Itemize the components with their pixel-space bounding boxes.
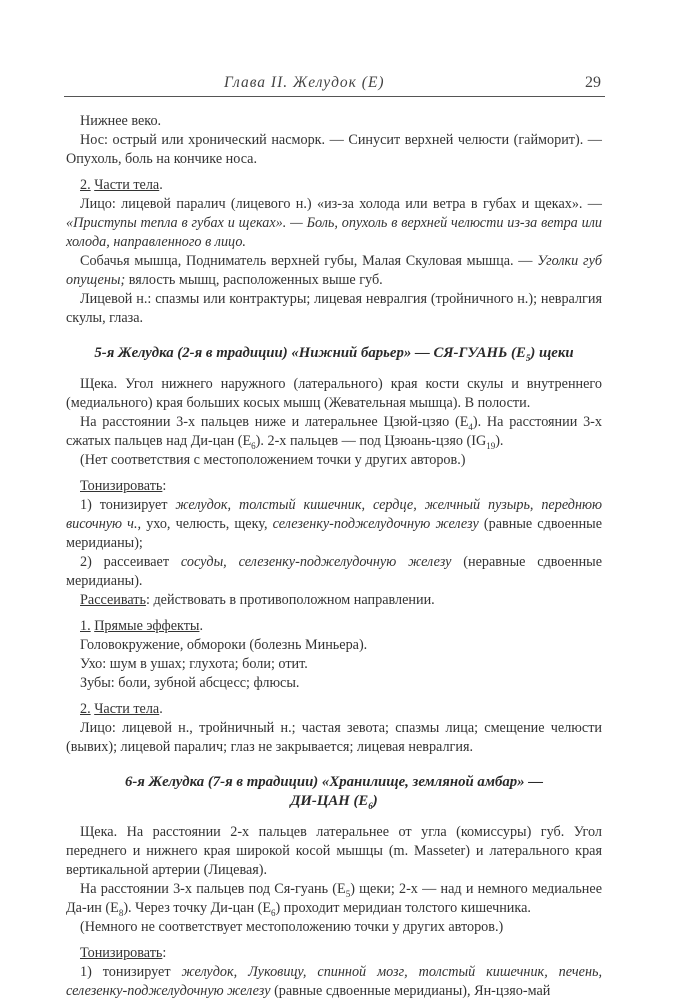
text-span: ). 2-х пальцев — под Цзюань-цзяо (IG [255, 433, 487, 449]
paragraph-eyelid: Нижнее веко. [80, 113, 162, 129]
heading-text: ) щеки [530, 345, 574, 361]
subscript: 8 [118, 907, 124, 918]
page-content [66, 112, 602, 1001]
heading-line: 6-я Желудка (7-я в традиции) «Хранилище, земляной амбар» — [124, 774, 544, 790]
subheading-label: Прямые эффекты [94, 618, 200, 634]
heading-subscript: 5 [525, 352, 531, 363]
text-span: 2) рассеивает [80, 554, 181, 570]
italic-span: желудок, толстый кишечник, сердце, желчный пузырь, переднюю височную ч., [66, 497, 602, 532]
paragraph-distance [66, 413, 602, 451]
text-span: (неравные сдвоенные меридианы). [66, 554, 602, 589]
text-span: ). [495, 433, 504, 449]
subheading-number: 2. [80, 701, 91, 717]
subheading-number: 1. [80, 618, 91, 634]
subheading-tonify: Тонизировать: [80, 945, 167, 961]
italic-span: селезенку-поджелудочную железу [272, 516, 479, 532]
text-span: (равные сдвоенные меридианы); [66, 516, 602, 551]
text-span: Лицо: лицевой паралич (лицевого н.) «из-за холода или ветра в губах и щеках». — [80, 196, 602, 212]
text-span: вялость мышц, расположенных выше губ. [125, 272, 383, 288]
paragraph-tonify-1 [66, 496, 602, 553]
heading-text: ДИ-ЦАН (E [290, 793, 369, 809]
subheading-body-parts: 2. Части тела. [80, 701, 163, 717]
text-span: Собачья мышца, Подниматель верхней губы, Малая Скуловая мышца. — [80, 253, 538, 269]
text-span: ). Через точку Ди-цан (E [123, 900, 272, 916]
chapter-title: Глава II. Желудок (E) [224, 74, 385, 91]
subheading-direct-effects: 1. Прямые эффекты. [80, 618, 203, 634]
page-number: 29 [585, 74, 601, 91]
heading-text: 5-я Желудка (2-я в традиции) «Нижний барьер» — СЯ-ГУАНЬ (E [94, 345, 526, 361]
paragraph-nose: Нос: острый или хронический насморк. — Синусит верхней челюсти (гайморит). — Опухоль, боль на кончике носа. [66, 132, 602, 167]
paragraph-note: (Немного не соответствует местоположению точки у других авторов.) [80, 919, 504, 935]
section-heading-e5 [66, 344, 602, 363]
text-span: ). На расстоянии 3-х сжатых пальцев над Ди-цан (E [66, 414, 602, 449]
italic-span: желудок, Луковицу, спинной мозг, толстый кишечник, печень, селезенку-поджелудочную железу [66, 964, 602, 999]
text-span: На расстоянии 3-х пальцев ниже и латеральнее Цзюй-цзяо (E [80, 414, 469, 430]
subheading-label: Части тела [94, 177, 160, 193]
text-span: ) проходит меридиан толстого кишечника. [275, 900, 531, 916]
subheading-label: Тонизировать [80, 945, 163, 961]
subscript: 6 [271, 907, 276, 918]
text-span: (равные сдвоенные меридианы), Ян-цзяо-май [270, 983, 551, 999]
italic-span: «Приступы тепла в губах и щеках». — Боль, опухоль в верхней челюсти из-за ветра или холода, направленного в лицо. [66, 215, 602, 250]
paragraph-facial-nerve: Лицевой н.: спазмы или контрактуры; лицевая невралгия (тройничного н.); невралгия скулы, глаза. [66, 291, 602, 326]
paragraph-tonify-2 [66, 553, 602, 591]
subheading-tonify: Тонизировать: [80, 478, 167, 494]
paragraph-distance [66, 880, 602, 918]
subscript: 6 [251, 440, 256, 451]
subheading-number: 2. [80, 177, 91, 193]
paragraph-location: Щека. Угол нижнего наружного (латерального) края кости скулы и внутреннего (медиального) края больших косых мышц (Жевательная мышца). В полости. [66, 376, 602, 411]
subscript: 5 [345, 888, 351, 899]
paragraph-muscles [66, 252, 602, 290]
text-span: : действовать в противоположном направлении. [145, 592, 435, 608]
text-span: ) щеки; 2-х — над и немного медиальнее Да-ин (E [66, 881, 602, 916]
heading-text: ) [372, 793, 378, 809]
subheading-label: Рассеивать [80, 592, 146, 608]
paragraph-face-symptoms: Лицо: лицевой н., тройничный н.; частая зевота; спазмы лица; смещение челюсти (вывих); лицевой паралич; глаз не закрывается; лицевая невралгия. [66, 720, 602, 755]
text-span: 1) тонизирует [80, 497, 176, 513]
paragraph-tonify-1 [66, 963, 602, 1001]
subscript: 19 [486, 440, 496, 451]
section-heading-e6 [66, 773, 602, 811]
italic-span: Уголки губ опущены; [66, 253, 603, 288]
paragraph-ear: Ухо: шум в ушах; глухота; боли; отит. [80, 656, 308, 672]
italic-span: сосуды, селезенку-поджелудочную железу [180, 554, 452, 570]
text-span: На расстоянии 3-х пальцев под Ся-гуань (E [80, 881, 346, 897]
heading-line [66, 792, 602, 811]
paragraph-note: (Нет соответствия с местоположением точки у других авторов.) [80, 452, 466, 468]
subheading-label: Части тела [94, 701, 160, 717]
paragraph-dizziness: Головокружение, обмороки (болезнь Миньера). [80, 637, 368, 653]
heading-subscript: 6 [368, 800, 373, 811]
subscript: 4 [468, 421, 473, 432]
text-span: 1) тонизирует [80, 964, 182, 980]
paragraph-face [66, 195, 602, 252]
paragraph-location: Щека. На расстоянии 2-х пальцев латеральнее от угла (комиссуры) губ. Угол переднего и нижнего края широкой косой мышцы (m. Masseter) и латерального края вертикальной артерии (Лицевая). [66, 824, 602, 878]
running-header [64, 74, 605, 97]
subheading-body-parts: 2. Части тела. [80, 177, 163, 193]
subheading-label: Тонизировать [80, 478, 163, 494]
paragraph-teeth: Зубы: боли, зубной абсцесс; флюсы. [80, 675, 300, 691]
paragraph-disperse [66, 591, 602, 610]
text-span: ухо, челюсть, щеку, [141, 516, 273, 532]
